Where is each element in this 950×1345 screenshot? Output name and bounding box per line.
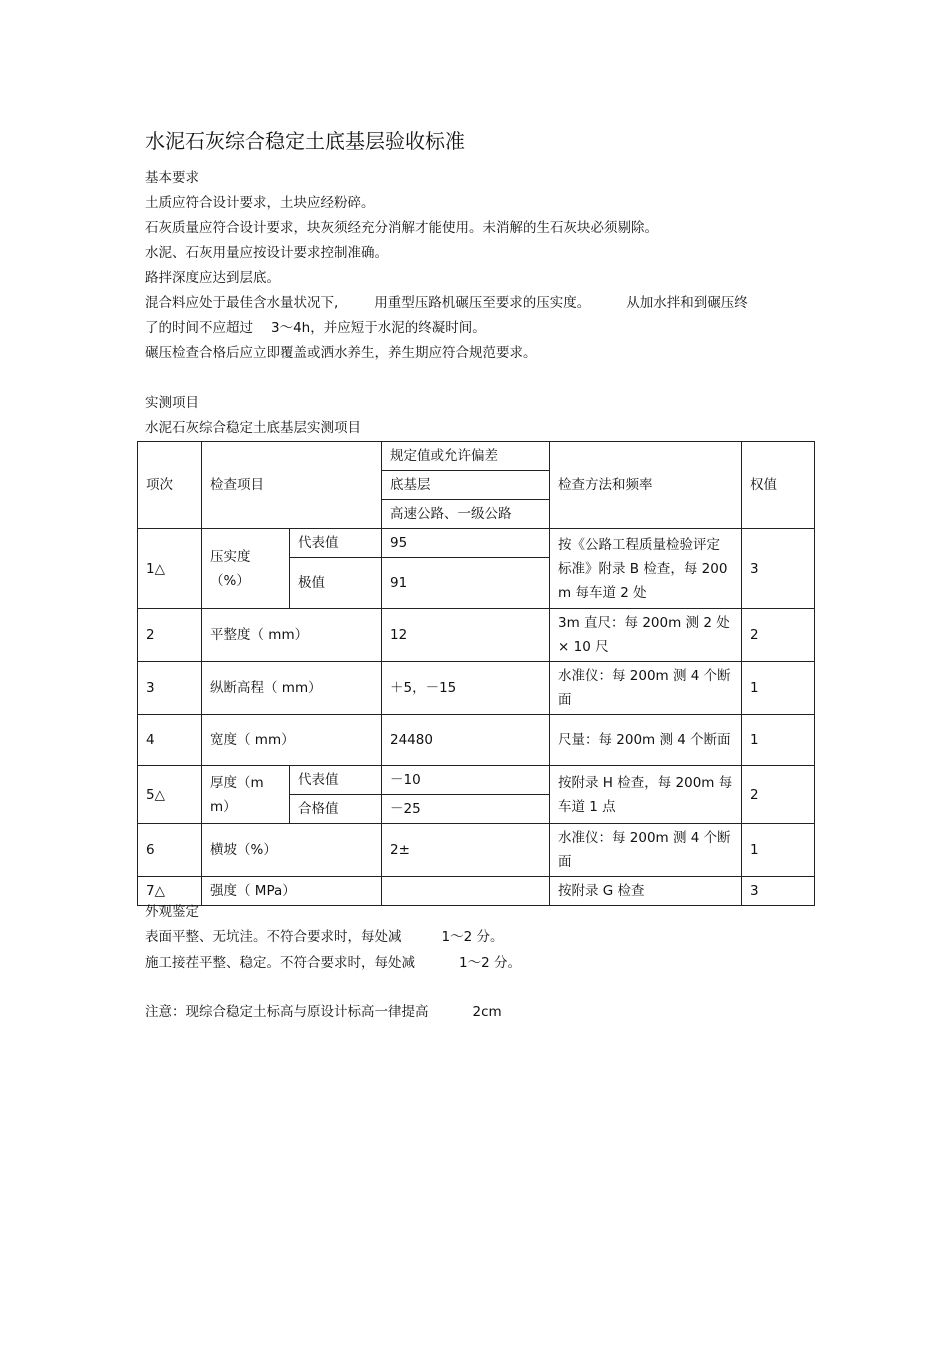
row1-sub1: 代表值 — [290, 529, 382, 558]
row5-no: 5△ — [138, 766, 202, 824]
row2-value: 12 — [382, 609, 550, 662]
row4-weight: 1 — [742, 715, 815, 766]
table-row — [138, 609, 815, 662]
row4-value: 24480 — [382, 715, 550, 766]
row4-method: 尺量：每 200m 测 4 个断面 — [550, 715, 742, 766]
basic-requirements-heading: 基本要求 — [145, 170, 199, 186]
measured-items-table — [137, 441, 815, 906]
row5-val1: －10 — [382, 766, 550, 795]
table-row — [138, 715, 815, 766]
table-row — [138, 662, 815, 715]
appearance-line-1 — [145, 927, 503, 947]
basic-item-5-part-4: 了的时间不应超过 — [145, 320, 253, 336]
note-text: 注意：现综合稳定土标高与原设计标高一律提高 — [145, 1004, 429, 1020]
row5-sub1: 代表值 — [290, 766, 382, 795]
row2-no: 2 — [138, 609, 202, 662]
row7-value — [382, 877, 550, 906]
appearance-line-1-text: 表面平整、无坑洼。不符合要求时，每处减 — [145, 929, 402, 945]
row3-item: 纵断高程（ mm） — [202, 662, 382, 715]
row2-item: 平整度（ mm） — [202, 609, 382, 662]
row5-item: 厚度（mm） — [202, 766, 290, 824]
header-no: 项次 — [138, 442, 202, 529]
row4-item: 宽度（ mm） — [202, 715, 382, 766]
basic-item-5-line-1 — [145, 293, 748, 313]
basic-item-5-part-5: 3～4h，并应短于水泥的终凝时间。 — [271, 320, 486, 336]
row2-method: 3m 直尺：每 200m 测 2 处× 10 尺 — [550, 609, 742, 662]
row3-method: 水准仪：每 200m 测 4 个断面 — [550, 662, 742, 715]
row5-sub2: 合格值 — [290, 795, 382, 824]
header-weight: 权值 — [742, 442, 815, 529]
appearance-line-2 — [145, 953, 521, 973]
basic-item-5-part-1: 混合料应处于最佳含水量状况下, — [145, 295, 339, 311]
row4-no: 4 — [138, 715, 202, 766]
appearance-line-1-value: 1～2 分。 — [441, 929, 504, 945]
row7-item: 强度（ MPa） — [202, 877, 382, 906]
note-line — [145, 1002, 502, 1022]
basic-item-3: 水泥、石灰用量应按设计要求控制准确。 — [145, 245, 388, 261]
table-row — [138, 766, 815, 795]
header-method: 检查方法和频率 — [550, 442, 742, 529]
row5-val2: －25 — [382, 795, 550, 824]
row6-weight: 1 — [742, 824, 815, 877]
appearance-line-2-text: 施工接茬平整、稳定。不符合要求时，每处减 — [145, 955, 415, 971]
note-value: 2cm — [472, 1004, 502, 1020]
appearance-heading: 外观鉴定 — [145, 904, 199, 920]
header-spec: 规定值或允许偏差 — [382, 442, 550, 471]
appearance-line-2-value: 1～2 分。 — [459, 955, 521, 971]
basic-item-5-line-2 — [145, 318, 486, 338]
basic-item-1: 土质应符合设计要求，土块应经粉碎。 — [145, 195, 375, 211]
row3-no: 3 — [138, 662, 202, 715]
basic-item-2: 石灰质量应符合设计要求，块灰须经充分消解才能使用。未消解的生石灰块必须剔除。 — [145, 220, 658, 236]
row6-value: 2± — [382, 824, 550, 877]
row1-val1: 95 — [382, 529, 550, 558]
measured-items-heading: 实测项目 — [145, 395, 199, 411]
table-row — [138, 529, 815, 558]
document-title: 水泥石灰综合稳定土底基层验收标准 — [145, 129, 465, 153]
row1-item: 压实度（%） — [202, 529, 290, 609]
header-layer: 底基层 — [382, 471, 550, 500]
row3-value: ＋5，－15 — [382, 662, 550, 715]
basic-item-4: 路拌深度应达到层底。 — [145, 270, 280, 286]
row1-no: 1△ — [138, 529, 202, 609]
header-item: 检查项目 — [202, 442, 382, 529]
basic-item-6: 碾压检查合格后应立即覆盖或洒水养生，养生期应符合规范要求。 — [145, 345, 537, 361]
row1-weight: 3 — [742, 529, 815, 609]
table-row — [138, 824, 815, 877]
row1-method: 按《公路工程质量检验评定标准》附录 B 检查，每 200m 每车道 2 处 — [550, 529, 742, 609]
row1-sub2: 极值 — [290, 558, 382, 609]
row2-weight: 2 — [742, 609, 815, 662]
row6-method: 水准仪：每 200m 测 4 个断面 — [550, 824, 742, 877]
table-header-row-1 — [138, 442, 815, 471]
row6-item: 横坡（%） — [202, 824, 382, 877]
row1-val2: 91 — [382, 558, 550, 609]
header-road: 高速公路、一级公路 — [382, 500, 550, 529]
row3-weight: 1 — [742, 662, 815, 715]
row7-weight: 3 — [742, 877, 815, 906]
basic-item-5-part-2: 用重型压路机碾压至要求的压实度。 — [374, 295, 591, 311]
table-row — [138, 877, 815, 906]
row5-weight: 2 — [742, 766, 815, 824]
row7-no: 7△ — [138, 877, 202, 906]
measured-table-title: 水泥石灰综合稳定土底基层实测项目 — [145, 420, 361, 436]
row6-no: 6 — [138, 824, 202, 877]
basic-item-5-part-3: 从加水拌和到碾压终 — [626, 295, 748, 311]
row5-method: 按附录 H 检查，每 200m 每车道 1 点 — [550, 766, 742, 824]
row7-method: 按附录 G 检查 — [550, 877, 742, 906]
